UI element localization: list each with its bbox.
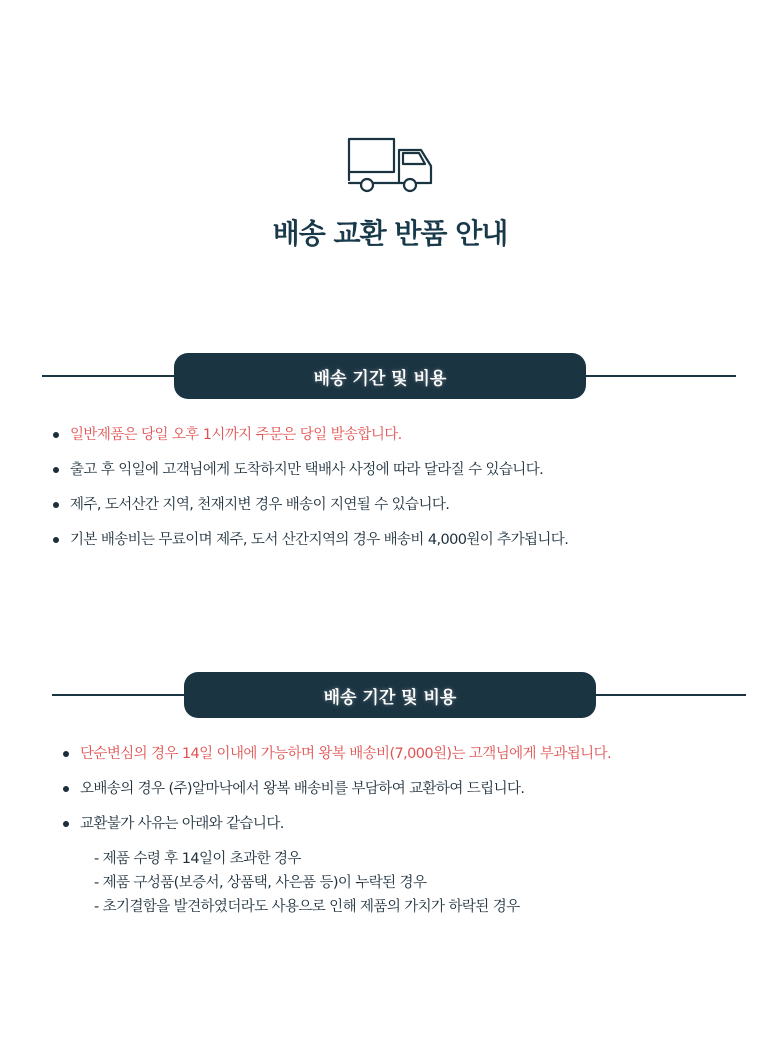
- list-item-text: 오배송의 경우 (주)알마낙에서 왕복 배송비를 부담하여 교환하여 드립니다.: [80, 781, 525, 797]
- list-item: [63, 813, 611, 848]
- divider-left: [52, 694, 186, 696]
- bullet-icon: [63, 786, 69, 792]
- sub-list-item: - 제품 구성품(보증서, 상품택, 사은품 등)이 누락된 경우: [94, 875, 427, 891]
- list-item-text: 교환불가 사유는 아래와 같습니다.: [80, 816, 284, 832]
- page-title: 배송 교환 반품 안내: [272, 217, 508, 250]
- list-item-text: 일반제품은 당일 오후 1시까지 주문은 당일 발송합니다.: [70, 427, 402, 443]
- list-item-text: 단순변심의 경우 14일 이내에 가능하며 왕복 배송비(7,000원)는 고객님에게 부과됩니다.: [80, 746, 611, 762]
- list-item: [63, 743, 611, 778]
- divider-left: [42, 375, 176, 377]
- divider-right: [594, 694, 746, 696]
- section-header-exchange: [0, 672, 780, 718]
- section-title: 배송 기간 및 비용: [184, 672, 596, 718]
- bullet-icon: [53, 432, 59, 438]
- section-header-shipping: [0, 353, 780, 399]
- divider-right: [584, 375, 736, 377]
- list-item-text: 출고 후 익일에 고객님에게 도착하지만 택배사 사정에 따라 달라질 수 있습니다.: [70, 462, 544, 478]
- bullet-icon: [53, 537, 59, 543]
- list-item: [63, 778, 611, 813]
- sub-list-item: - 제품 수령 후 14일이 초과한 경우: [94, 851, 301, 867]
- list-item-text: 제주, 도서산간 지역, 천재지변 경우 배송이 지연될 수 있습니다.: [70, 497, 450, 513]
- exchange-info-list: [63, 743, 611, 848]
- truck-icon: [347, 136, 435, 196]
- sub-list-item: - 초기결함을 발견하였더라도 사용으로 인해 제품의 가치가 하락된 경우: [94, 899, 520, 915]
- list-item: [53, 529, 568, 564]
- section-title: 배송 기간 및 비용: [174, 353, 586, 399]
- shipping-info-list: [53, 424, 568, 564]
- bullet-icon: [63, 821, 69, 827]
- list-item: [53, 424, 568, 459]
- bullet-icon: [53, 467, 59, 473]
- list-item: [53, 459, 568, 494]
- list-item: [53, 494, 568, 529]
- exchange-exceptions-list: [94, 848, 520, 920]
- bullet-icon: [63, 751, 69, 757]
- list-item-text: 기본 배송비는 무료이며 제주, 도서 산간지역의 경우 배송비 4,000원이 추가됩니다.: [70, 532, 569, 548]
- bullet-icon: [53, 502, 59, 508]
